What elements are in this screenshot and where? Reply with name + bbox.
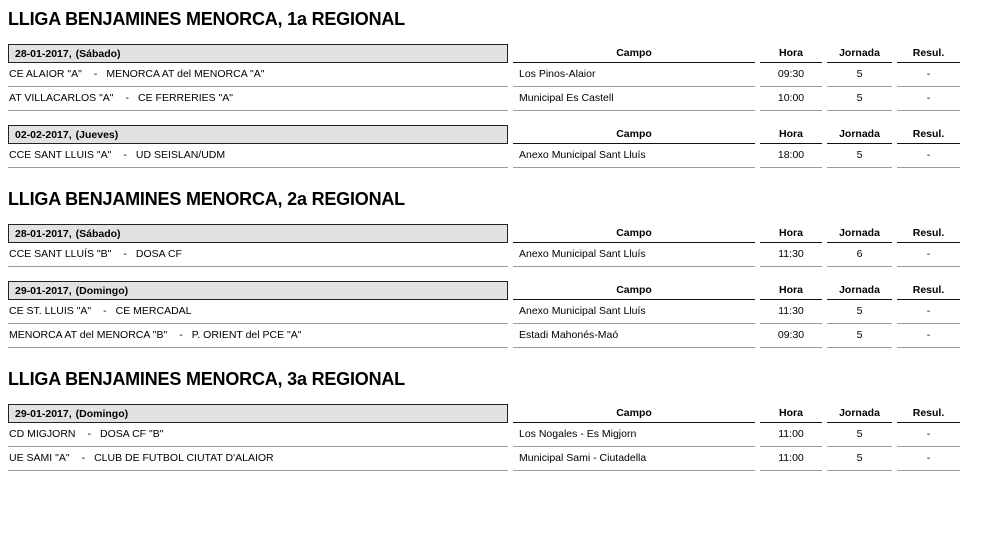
column-header-hora-label: Hora: [779, 227, 803, 239]
column-header-campo: [513, 281, 755, 300]
away-team: DOSA CF: [135, 248, 182, 260]
result-cell: -: [897, 324, 960, 348]
table-row: [8, 423, 950, 447]
column-header-campo-label: Campo: [616, 47, 652, 59]
time-cell: 09:30: [760, 63, 822, 87]
section-title: LLIGA BENJAMINES MENORCA, 2a REGIONAL: [8, 189, 405, 209]
result-cell: -: [897, 447, 960, 471]
column-header-campo: [513, 125, 755, 144]
column-header-jornada: [827, 44, 892, 63]
matchday-cell: 5: [827, 63, 892, 87]
date-block: [0, 44, 1000, 111]
away-team: MENORCA AT del MENORCA "A": [106, 68, 265, 80]
column-header-jornada: [827, 281, 892, 300]
section-spacer: [0, 168, 1000, 188]
matchday-cell: 5: [827, 144, 892, 168]
weekday-text: (Sábado): [75, 48, 121, 60]
column-header-jornada: [827, 404, 892, 423]
match-cell: [8, 300, 508, 324]
result-cell: -: [897, 87, 960, 111]
column-header-jornada: [827, 125, 892, 144]
column-header-hora: [760, 44, 822, 63]
versus-separator: -: [125, 92, 130, 104]
table-row: [8, 447, 950, 471]
result-cell: -: [897, 423, 960, 447]
date-block: [0, 404, 1000, 471]
versus-separator: -: [93, 68, 98, 80]
column-header-resul-label: Resul.: [912, 284, 945, 296]
date-badge: [8, 44, 508, 63]
column-header-jornada-label: Jornada: [839, 227, 880, 239]
away-team: CLUB DE FUTBOL CIUTAT D'ALAIOR: [94, 452, 274, 464]
date-text: 28-01-2017,: [15, 228, 72, 240]
date-badge: [8, 404, 508, 423]
date-text: 28-01-2017,: [15, 48, 72, 60]
column-header-campo: [513, 404, 755, 423]
column-header-resul: [897, 404, 960, 423]
date-text: 02-02-2017,: [15, 129, 72, 141]
away-team: UD SEISLAN/UDM: [135, 149, 226, 161]
matchday-cell: 5: [827, 87, 892, 111]
result-cell: -: [897, 300, 960, 324]
column-header-resul-label: Resul.: [912, 47, 945, 59]
column-header-jornada-label: Jornada: [839, 47, 880, 59]
column-header-resul: [897, 44, 960, 63]
match-cell: [8, 324, 508, 348]
matchday-cell: 6: [827, 243, 892, 267]
match-cell: [8, 423, 508, 447]
versus-separator: -: [123, 248, 127, 260]
date-block: [0, 281, 1000, 348]
match-cell: [8, 63, 508, 87]
away-team: DOSA CF "B": [100, 428, 164, 440]
column-header-campo: [513, 44, 755, 63]
column-header-hora-label: Hora: [779, 407, 803, 419]
block-header-row: [8, 404, 950, 423]
column-header-campo-label: Campo: [616, 128, 652, 140]
column-header-resul: [897, 125, 960, 144]
column-header-resul-label: Resul.: [912, 128, 945, 140]
matchday-cell: 5: [827, 423, 892, 447]
date-text: 29-01-2017,: [15, 285, 72, 297]
result-cell: -: [897, 63, 960, 87]
table-row: [8, 63, 950, 87]
column-header-resul: [897, 281, 960, 300]
section-title: LLIGA BENJAMINES MENORCA, 1a REGIONAL: [8, 9, 405, 29]
home-team: CD MIGJORN: [9, 428, 76, 440]
column-header-hora-label: Hora: [779, 284, 803, 296]
versus-separator: -: [123, 149, 127, 161]
block-header-row: [8, 44, 950, 63]
section-title: LLIGA BENJAMINES MENORCA, 3a REGIONAL: [8, 369, 405, 389]
column-header-jornada-label: Jornada: [839, 128, 880, 140]
match-cell: [8, 144, 508, 168]
column-header-hora: [760, 125, 822, 144]
table-row: [8, 300, 950, 324]
venue-cell: Anexo Municipal Sant Lluís: [513, 144, 755, 168]
venue-cell: Municipal Sami - Ciutadella: [513, 447, 755, 471]
result-cell: -: [897, 243, 960, 267]
time-cell: 11:00: [760, 423, 822, 447]
date-badge: [8, 125, 508, 144]
home-team: CCE SANT LLUIS "A": [9, 149, 112, 161]
weekday-text: (Jueves): [75, 129, 119, 141]
column-header-hora-label: Hora: [779, 47, 803, 59]
home-team: MENORCA AT del MENORCA "B": [9, 329, 168, 341]
away-team: CE FERRERIES "A": [138, 92, 234, 104]
block-header-row: [8, 281, 950, 300]
weekday-text: (Domingo): [75, 285, 129, 297]
home-team: AT VILLACARLOS "A": [9, 92, 114, 104]
date-block: [0, 125, 1000, 168]
block-header-row: [8, 224, 950, 243]
versus-separator: -: [81, 452, 86, 464]
column-header-campo-label: Campo: [616, 284, 652, 296]
table-row: [8, 243, 950, 267]
match-cell: [8, 243, 508, 267]
column-header-hora: [760, 224, 822, 243]
column-header-hora-label: Hora: [779, 128, 803, 140]
venue-cell: Los Nogales - Es Migjorn: [513, 423, 755, 447]
column-header-jornada-label: Jornada: [839, 407, 880, 419]
matchday-cell: 5: [827, 324, 892, 348]
column-header-resul-label: Resul.: [912, 227, 945, 239]
time-cell: 09:30: [760, 324, 822, 348]
column-header-resul: [897, 224, 960, 243]
table-row: [8, 324, 950, 348]
time-cell: 10:00: [760, 87, 822, 111]
weekday-text: (Sábado): [75, 228, 121, 240]
column-header-jornada-label: Jornada: [839, 284, 880, 296]
column-header-resul-label: Resul.: [912, 407, 945, 419]
versus-separator: -: [103, 305, 107, 317]
home-team: CE ST. LLUIS "A": [9, 305, 92, 317]
competition-section: [0, 168, 1000, 348]
matchday-cell: 5: [827, 300, 892, 324]
time-cell: 18:00: [760, 144, 822, 168]
away-team: CE MERCADAL: [115, 305, 192, 317]
weekday-text: (Domingo): [75, 408, 129, 420]
date-block: [0, 224, 1000, 267]
match-cell: [8, 447, 508, 471]
section-spacer: [0, 348, 1000, 368]
date-badge: [8, 224, 508, 243]
home-team: UE SAMI "A": [9, 452, 70, 464]
column-header-hora: [760, 404, 822, 423]
block-header-row: [8, 125, 950, 144]
column-header-campo: [513, 224, 755, 243]
time-cell: 11:30: [760, 243, 822, 267]
column-header-campo-label: Campo: [616, 407, 652, 419]
venue-cell: Anexo Municipal Sant Lluís: [513, 300, 755, 324]
home-team: CE ALAIOR "A": [9, 68, 82, 80]
away-team: P. ORIENT del PCE "A": [191, 329, 302, 341]
venue-cell: Anexo Municipal Sant Lluís: [513, 243, 755, 267]
match-cell: [8, 87, 508, 111]
date-badge: [8, 281, 508, 300]
date-text: 29-01-2017,: [15, 408, 72, 420]
table-row: [8, 144, 950, 168]
time-cell: 11:00: [760, 447, 822, 471]
matchday-cell: 5: [827, 447, 892, 471]
versus-separator: -: [87, 428, 91, 440]
result-cell: -: [897, 144, 960, 168]
column-header-hora: [760, 281, 822, 300]
competition-section: [0, 0, 1000, 168]
home-team: CCE SANT LLUÍS "B": [9, 248, 112, 260]
table-row: [8, 87, 950, 111]
venue-cell: Estadi Mahonés-Maó: [513, 324, 755, 348]
time-cell: 11:30: [760, 300, 822, 324]
column-header-jornada: [827, 224, 892, 243]
venue-cell: Municipal Es Castell: [513, 87, 755, 111]
venue-cell: Los Pinos-Alaior: [513, 63, 755, 87]
top-spacer: [0, 0, 1000, 8]
competition-section: [0, 348, 1000, 471]
versus-separator: -: [179, 329, 183, 341]
column-header-campo-label: Campo: [616, 227, 652, 239]
